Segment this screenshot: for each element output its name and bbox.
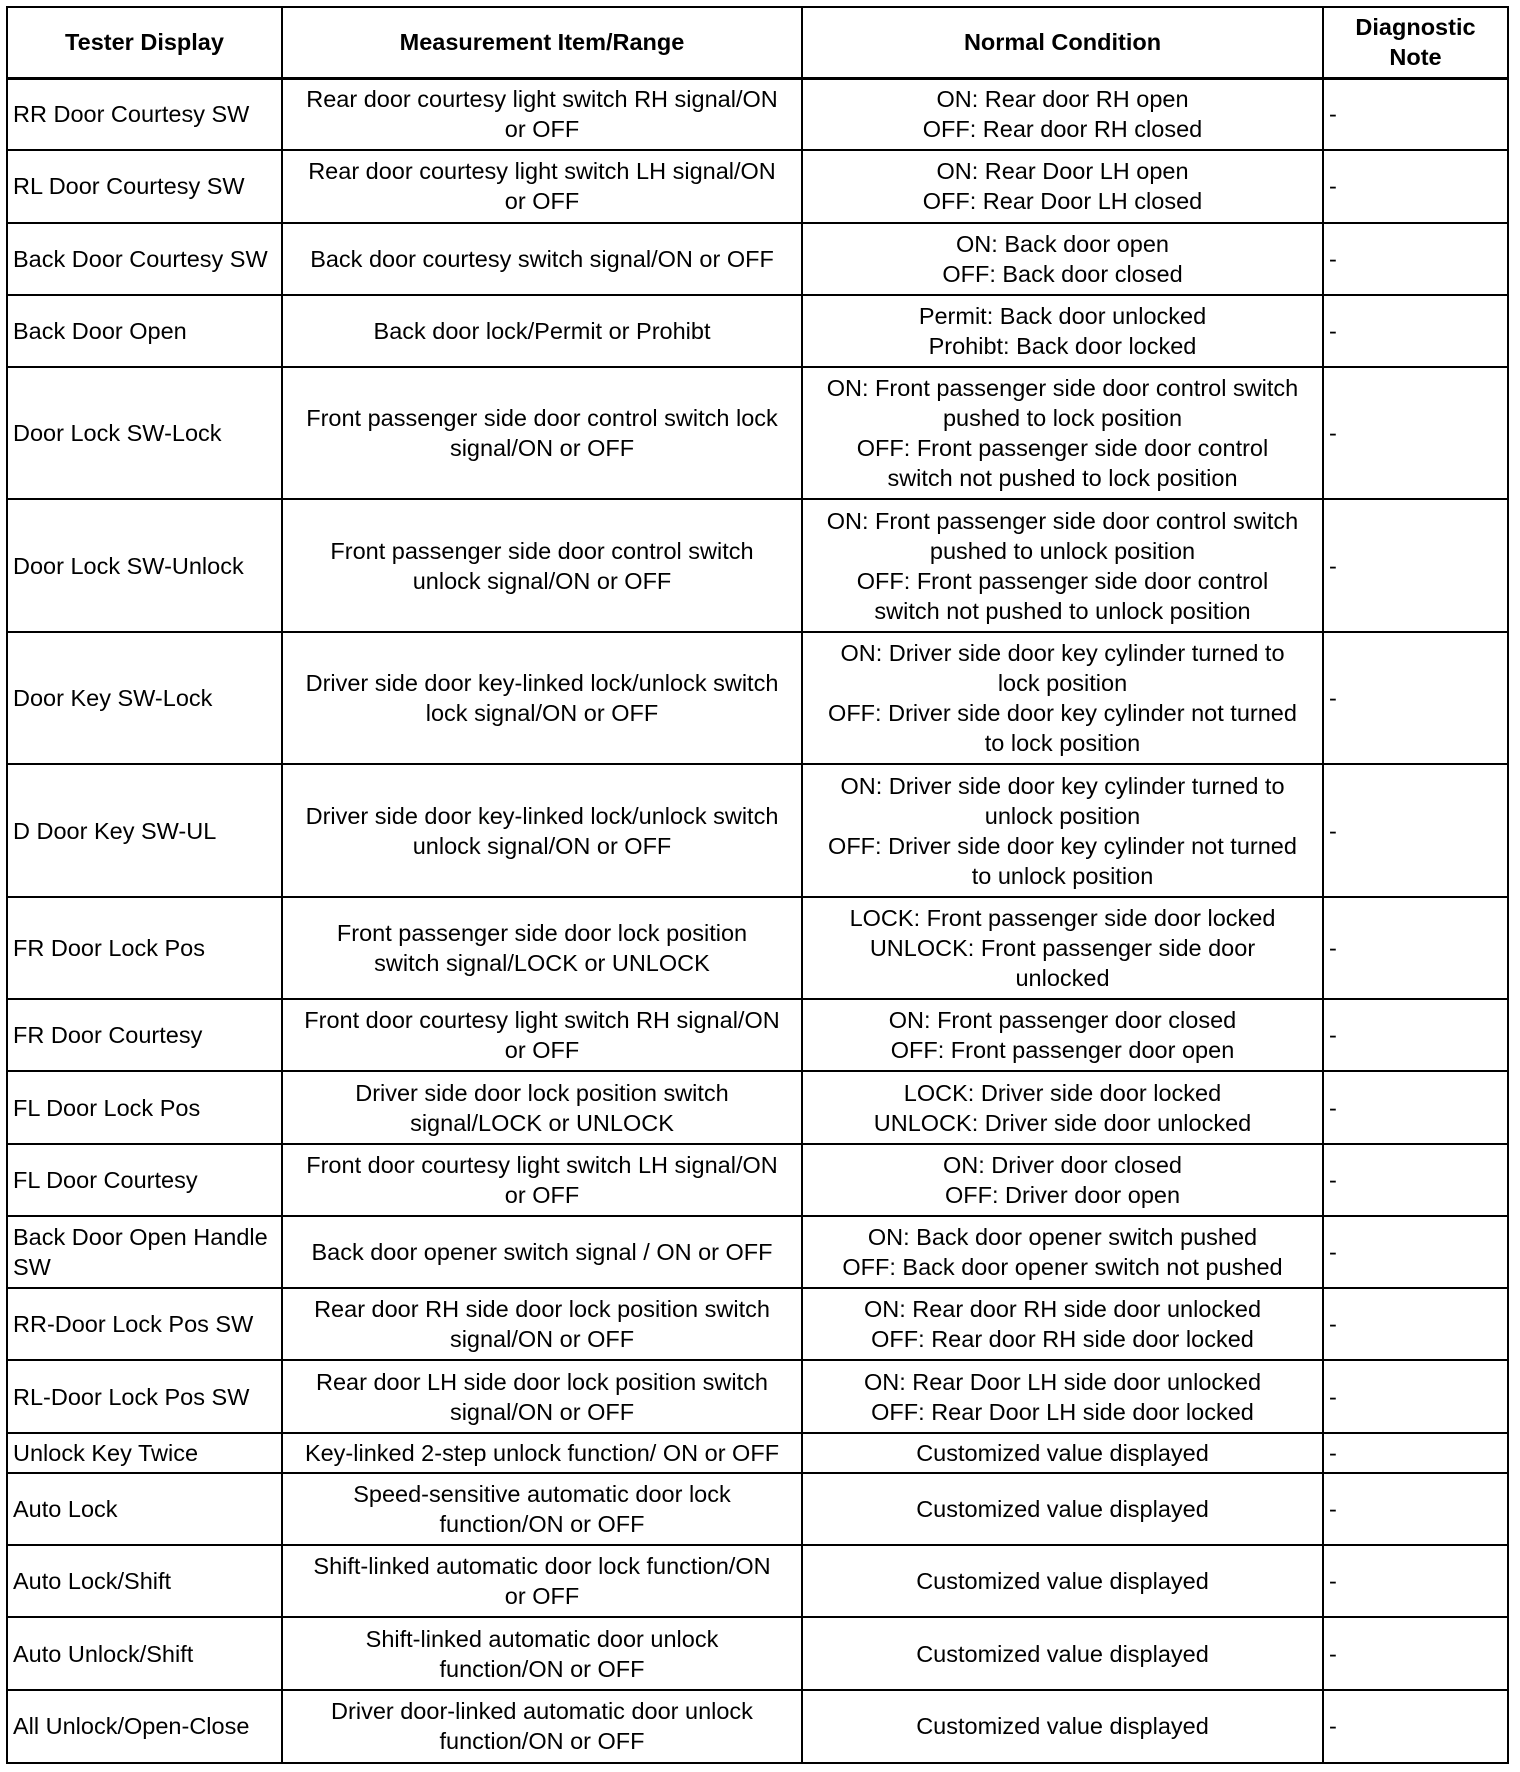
normal-condition-line: OFF: Front passenger side door control (856, 435, 1269, 462)
measurement-line: Driver side door lock position switch (355, 1079, 729, 1106)
measurement-line: Back door courtesy switch signal/ON or OFF (310, 245, 774, 272)
measurement-line: Back door opener switch signal / ON or OFF (311, 1239, 773, 1266)
tester-display-cell: Back Door Courtesy SW (7, 223, 282, 295)
header-row (7, 7, 1508, 78)
table-row (7, 78, 1508, 150)
normal-condition-line: switch not pushed to unlock position (874, 597, 1251, 624)
tester-display-cell: FR Door Lock Pos (7, 897, 282, 999)
measurement-item-cell (282, 1288, 802, 1360)
diagnostic-note-cell: - (1323, 367, 1508, 499)
normal-condition-line: OFF: Back door closed (942, 260, 1183, 287)
tester-display-cell: D Door Key SW-UL (7, 764, 282, 896)
table-row (7, 764, 1508, 896)
measurement-line: Driver door-linked automatic door unlock (331, 1698, 753, 1725)
diagnostic-note-cell: - (1323, 150, 1508, 222)
measurement-item-cell (282, 499, 802, 631)
normal-condition-line: ON: Back door opener switch pushed (867, 1224, 1258, 1251)
measurement-item-cell (282, 897, 802, 999)
normal-condition-line: OFF: Rear door RH closed (922, 116, 1203, 143)
diagnostic-data-table (6, 6, 1509, 1764)
normal-condition-line: ON: Driver side door key cylinder turned to (840, 640, 1285, 667)
tester-display-cell: RL Door Courtesy SW (7, 150, 282, 222)
measurement-line: signal/ON or OFF (449, 1326, 635, 1353)
diagnostic-note-cell: - (1323, 78, 1508, 150)
measurement-line: Front door courtesy light switch LH signal/ON (306, 1151, 778, 1178)
table-row (7, 1071, 1508, 1143)
normal-condition-cell (802, 999, 1323, 1071)
measurement-line: function/ON or OFF (439, 1728, 645, 1755)
table-row (7, 1144, 1508, 1216)
measurement-line: Front passenger side door lock position (336, 920, 748, 947)
diagnostic-note-cell: - (1323, 499, 1508, 631)
measurement-line: unlock signal/ON or OFF (412, 832, 672, 859)
normal-condition-line: Prohibt: Back door locked (928, 332, 1197, 359)
header-normal-condition: Normal Condition (802, 7, 1323, 78)
table-row (7, 1433, 1508, 1473)
normal-condition-line: switch not pushed to lock position (887, 465, 1238, 492)
header-diagnostic-note: Diagnostic Note (1323, 7, 1508, 78)
normal-condition-cell (802, 499, 1323, 631)
normal-condition-line: pushed to lock position (942, 405, 1183, 432)
measurement-item-cell (282, 1690, 802, 1763)
normal-condition-line: LOCK: Driver side door locked (903, 1079, 1222, 1106)
normal-condition-cell (802, 1545, 1323, 1617)
table-row (7, 999, 1508, 1071)
tester-display-cell: FL Door Courtesy (7, 1144, 282, 1216)
measurement-item-cell (282, 1216, 802, 1288)
measurement-line: switch signal/LOCK or UNLOCK (374, 950, 710, 977)
measurement-line: function/ON or OFF (439, 1511, 645, 1537)
diagnostic-note-cell: - (1323, 897, 1508, 999)
normal-condition-line: to unlock position (971, 862, 1154, 889)
normal-condition-line: Customized value displayed (916, 1439, 1209, 1466)
measurement-line: Driver side door key-linked lock/unlock switch (305, 670, 779, 697)
table-row (7, 1216, 1508, 1288)
normal-condition-line: to lock position (984, 730, 1141, 757)
measurement-line: Rear door LH side door lock position switch (316, 1368, 768, 1395)
normal-condition-line: OFF: Back door opener switch not pushed (842, 1254, 1283, 1281)
normal-condition-line: Permit: Back door unlocked (918, 302, 1207, 329)
measurement-item-cell (282, 223, 802, 295)
table-row (7, 1360, 1508, 1432)
measurement-line: Key-linked 2-step unlock function/ ON or OFF (304, 1439, 780, 1466)
measurement-line: Rear door courtesy light switch RH signal/ON (306, 86, 778, 113)
table-row (7, 367, 1508, 499)
normal-condition-cell (802, 1216, 1323, 1288)
measurement-line: Front door courtesy light switch RH signal/ON (304, 1007, 780, 1034)
table-row (7, 1545, 1508, 1617)
diagnostic-note-cell: - (1323, 1545, 1508, 1617)
measurement-line: signal/LOCK or UNLOCK (410, 1109, 674, 1136)
normal-condition-line: OFF: Front passenger door open (890, 1037, 1235, 1064)
measurement-item-cell (282, 367, 802, 499)
normal-condition-line: unlock position (984, 802, 1141, 829)
diagnostic-note-cell: - (1323, 999, 1508, 1071)
normal-condition-line: ON: Rear Door LH open (936, 158, 1189, 185)
normal-condition-line: Customized value displayed (916, 1496, 1209, 1522)
measurement-item-cell (282, 1360, 802, 1432)
diagnostic-note-cell: - (1323, 223, 1508, 295)
measurement-line: lock signal/ON or OFF (425, 700, 659, 727)
table-row (7, 1617, 1508, 1689)
table-row (7, 150, 1508, 222)
table-row (7, 295, 1508, 367)
normal-condition-cell (802, 1288, 1323, 1360)
normal-condition-cell (802, 897, 1323, 999)
measurement-line: signal/ON or OFF (449, 435, 635, 462)
normal-condition-cell (802, 1690, 1323, 1763)
tester-display-cell: RR-Door Lock Pos SW (7, 1288, 282, 1360)
normal-condition-cell (802, 764, 1323, 896)
normal-condition-line: Customized value displayed (916, 1713, 1209, 1740)
tester-display-cell: FR Door Courtesy (7, 999, 282, 1071)
normal-condition-cell (802, 295, 1323, 367)
tester-display-cell: Door Key SW-Lock (7, 632, 282, 764)
normal-condition-cell (802, 1617, 1323, 1689)
tester-display-cell: Auto Lock (7, 1473, 282, 1545)
normal-condition-cell (802, 1071, 1323, 1143)
normal-condition-cell (802, 1144, 1323, 1216)
measurement-line: Speed-sensitive automatic door lock (353, 1481, 731, 1507)
measurement-line: Front passenger side door control switch lock (306, 405, 778, 432)
normal-condition-line: ON: Front passenger door closed (888, 1007, 1237, 1034)
normal-condition-line: ON: Driver door closed (943, 1151, 1182, 1178)
measurement-item-cell (282, 1545, 802, 1617)
normal-condition-line: ON: Driver side door key cylinder turned to (840, 772, 1285, 799)
tester-display-cell: Auto Lock/Shift (7, 1545, 282, 1617)
tester-display-cell: Back Door Open (7, 295, 282, 367)
normal-condition-line: OFF: Driver side door key cylinder not turned (828, 832, 1297, 859)
tester-display-cell: Back Door Open Handle SW (7, 1216, 282, 1288)
diagnostic-note-cell: - (1323, 1690, 1508, 1763)
normal-condition-line: Customized value displayed (916, 1568, 1209, 1595)
table-row (7, 1690, 1508, 1763)
normal-condition-line: ON: Front passenger side door control switch (826, 507, 1299, 534)
normal-condition-line: Customized value displayed (916, 1640, 1209, 1667)
measurement-item-cell (282, 764, 802, 896)
measurement-line: Shift-linked automatic door unlock (365, 1625, 719, 1652)
measurement-item-cell (282, 295, 802, 367)
measurement-item-cell (282, 632, 802, 764)
diagnostic-note-cell: - (1323, 1144, 1508, 1216)
measurement-line: Rear door RH side door lock position switch (314, 1296, 770, 1323)
table-row (7, 897, 1508, 999)
measurement-line: Back door lock/Permit or Prohibt (373, 317, 711, 344)
measurement-line: function/ON or OFF (439, 1655, 645, 1682)
diagnostic-note-cell: - (1323, 1288, 1508, 1360)
normal-condition-line: ON: Back door open (956, 230, 1169, 257)
normal-condition-line: OFF: Front passenger side door control (856, 567, 1269, 594)
measurement-line: Driver side door key-linked lock/unlock switch (305, 802, 779, 829)
normal-condition-line: OFF: Rear Door LH side door locked (871, 1398, 1254, 1425)
tester-display-cell: RL-Door Lock Pos SW (7, 1360, 282, 1432)
normal-condition-line: ON: Rear door RH side door unlocked (863, 1296, 1262, 1323)
normal-condition-cell (802, 1473, 1323, 1545)
tester-display-cell: FL Door Lock Pos (7, 1071, 282, 1143)
normal-condition-line: OFF: Rear door RH side door locked (871, 1326, 1254, 1353)
normal-condition-cell (802, 632, 1323, 764)
table-row (7, 499, 1508, 631)
header-measurement-item: Measurement Item/Range (282, 7, 802, 78)
table-row (7, 1473, 1508, 1545)
header-tester-display: Tester Display (7, 7, 282, 78)
normal-condition-line: OFF: Rear Door LH closed (922, 188, 1203, 215)
measurement-line: Shift-linked automatic door lock function/ON (313, 1553, 771, 1580)
normal-condition-line: OFF: Driver side door key cylinder not turned (828, 700, 1297, 727)
normal-condition-line: LOCK: Front passenger side door locked (849, 905, 1276, 932)
normal-condition-line: UNLOCK: Driver side door unlocked (873, 1109, 1252, 1136)
normal-condition-line: lock position (997, 670, 1128, 697)
normal-condition-line: ON: Rear door RH open (936, 86, 1189, 113)
normal-condition-line: UNLOCK: Front passenger side door (869, 935, 1256, 962)
diagnostic-note-cell: - (1323, 1360, 1508, 1432)
diagnostic-note-cell: - (1323, 764, 1508, 896)
measurement-line: or OFF (504, 188, 580, 215)
normal-condition-line: unlocked (1015, 965, 1110, 992)
diagnostic-note-cell: - (1323, 295, 1508, 367)
normal-condition-cell (802, 1433, 1323, 1473)
measurement-item-cell (282, 1617, 802, 1689)
normal-condition-cell (802, 150, 1323, 222)
table-row (7, 632, 1508, 764)
measurement-line: or OFF (504, 1037, 580, 1064)
tester-display-cell: RR Door Courtesy SW (7, 78, 282, 150)
normal-condition-line: pushed to unlock position (929, 537, 1196, 564)
diagnostic-note-cell: - (1323, 1433, 1508, 1473)
normal-condition-cell (802, 367, 1323, 499)
measurement-line: or OFF (504, 1181, 580, 1208)
measurement-item-cell (282, 1473, 802, 1545)
measurement-line: Front passenger side door control switch (330, 537, 754, 564)
normal-condition-cell (802, 223, 1323, 295)
table-row (7, 1288, 1508, 1360)
tester-display-cell: Unlock Key Twice (7, 1433, 282, 1473)
measurement-item-cell (282, 1144, 802, 1216)
table-row (7, 223, 1508, 295)
measurement-item-cell (282, 78, 802, 150)
diagnostic-note-cell: - (1323, 1216, 1508, 1288)
diagnostic-note-cell: - (1323, 632, 1508, 764)
tester-display-cell: Door Lock SW-Lock (7, 367, 282, 499)
normal-condition-cell (802, 78, 1323, 150)
measurement-line: signal/ON or OFF (449, 1398, 635, 1425)
normal-condition-line: OFF: Driver door open (944, 1181, 1181, 1208)
normal-condition-cell (802, 1360, 1323, 1432)
measurement-line: Rear door courtesy light switch LH signal/ON (308, 158, 776, 185)
normal-condition-line: ON: Front passenger side door control switch (826, 375, 1299, 402)
measurement-item-cell (282, 1071, 802, 1143)
measurement-item-cell (282, 150, 802, 222)
tester-display-cell: All Unlock/Open-Close (7, 1690, 282, 1763)
diagnostic-note-cell: - (1323, 1617, 1508, 1689)
measurement-line: or OFF (504, 1583, 580, 1610)
measurement-line: or OFF (504, 116, 580, 143)
measurement-item-cell (282, 999, 802, 1071)
diagnostic-note-cell: - (1323, 1071, 1508, 1143)
normal-condition-line: ON: Rear Door LH side door unlocked (863, 1368, 1262, 1395)
measurement-line: unlock signal/ON or OFF (412, 567, 672, 594)
tester-display-cell: Door Lock SW-Unlock (7, 499, 282, 631)
diagnostic-note-cell: - (1323, 1473, 1508, 1545)
measurement-item-cell (282, 1433, 802, 1473)
tester-display-cell: Auto Unlock/Shift (7, 1617, 282, 1689)
